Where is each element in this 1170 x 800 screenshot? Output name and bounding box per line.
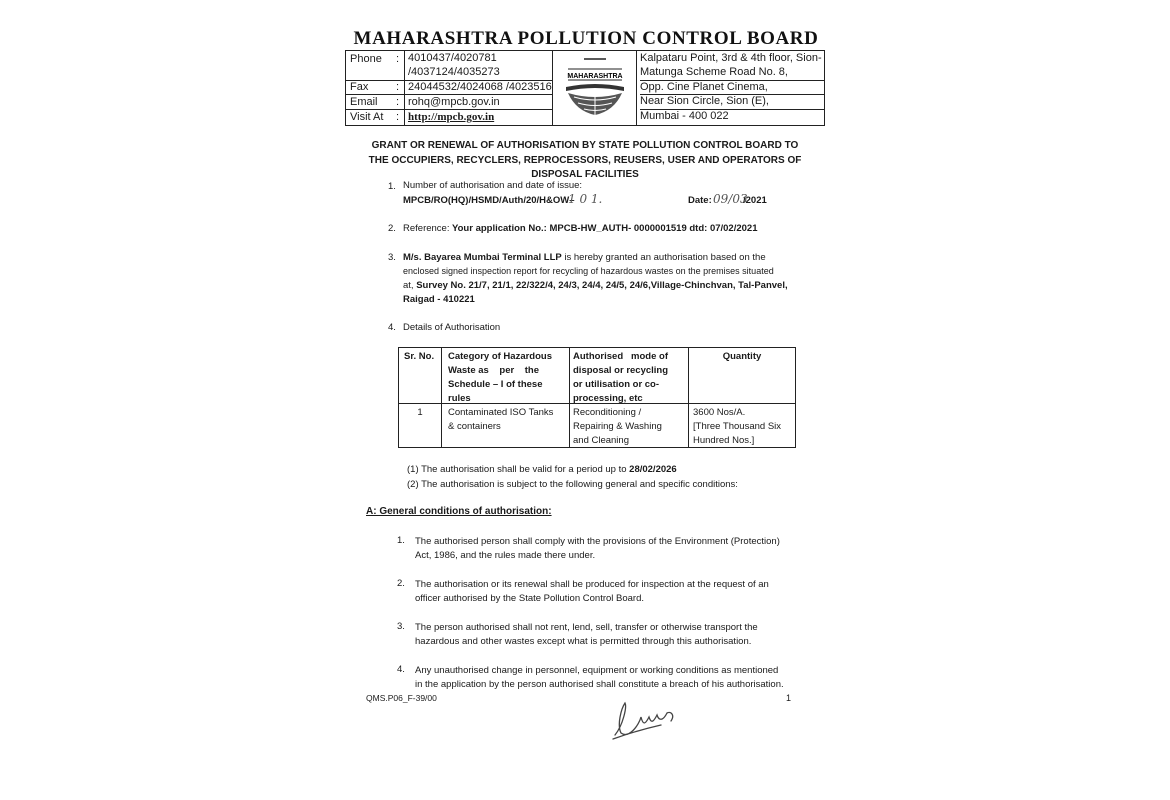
address-line-5: Mumbai - 400 022 — [640, 109, 824, 122]
condition-line: The authorisation or its renewal shall be produced for inspection at the request of an — [415, 579, 769, 590]
condition-line: officer authorised by the State Pollution Control Board. — [415, 593, 645, 604]
contact-block — [346, 51, 553, 125]
date-label: Date: — [688, 195, 712, 206]
item-2-number: 2. — [388, 223, 396, 234]
authorisation-number: MPCB/RO(HQ)/HSMD/Auth/20/H&OW– — [403, 195, 575, 206]
address-line-2: Matunga Scheme Road No. 8, — [640, 66, 788, 78]
address-line-1: Kalpataru Point, 3rd & 4th floor, Sion- — [640, 52, 822, 64]
heading-line-2: THE OCCUPIERS, RECYCLERS, REPROCESSORS, REUSERS, USER AND OPERATORS OF — [368, 154, 802, 166]
condition-line: Act, 1986, and the rules made there under. — [415, 550, 596, 561]
item-3-line-3-prefix: at, — [403, 280, 417, 291]
signature-icon — [605, 695, 690, 745]
condition-line: in the application by the person authorised shall constitute a breach of his authorisation. — [415, 679, 784, 690]
visit-label: Visit At — [350, 111, 384, 123]
item-1-number: 1. — [388, 181, 396, 192]
item-4-number: 4. — [388, 322, 396, 333]
item-1-label: Number of authorisation and date of issue: — [403, 180, 583, 191]
header-category — [448, 350, 552, 406]
header-category-line: Category of Hazardous — [448, 351, 552, 362]
reference-value: Your application No.: MPCB-HW_AUTH- 0000001519 dtd: 07/02/2021 — [452, 223, 758, 234]
premises-pincode: Raigad - 410221 — [403, 294, 475, 305]
validity-date: 28/02/2026 — [629, 464, 677, 475]
row-category-line: & containers — [448, 421, 501, 432]
logo-text: MAHARASHTRA — [567, 73, 623, 80]
condition-2-number: 2. — [397, 578, 405, 589]
phone-value-2: /4037124/4035273 — [408, 66, 500, 78]
fax-label: Fax — [350, 81, 369, 93]
premises-address: Survey No. 21/7, 21/1, 22/322/4, 24/3, 24/4, 24/5, 24/6,Village-Chinchvan, Tal-Panvel, — [416, 280, 788, 291]
header-quantity: Quantity — [722, 351, 762, 362]
condition-1 — [415, 535, 793, 563]
document-heading — [360, 139, 810, 183]
item-3-number: 3. — [388, 252, 396, 263]
website-link[interactable]: http://mpcb.gov.in — [408, 111, 495, 123]
page-number: 1 — [786, 693, 792, 703]
row-quantity — [693, 406, 781, 448]
validity-text: (1) The authorisation shall be valid for a period up to — [407, 464, 630, 475]
condition-line: Any unauthorised change in personnel, equipment or working conditions as mentioned — [415, 665, 779, 676]
row-quantity-line: 3600 Nos/A. — [693, 407, 746, 418]
header-mode-line: processing, etc — [573, 393, 643, 404]
address-block — [638, 51, 824, 125]
validity-line-2: (2) The authorisation is subject to the following general and specific conditions: — [407, 479, 738, 490]
condition-line: The person authorised shall not rent, lend, sell, transfer or otherwise transport the — [415, 622, 758, 633]
condition-3 — [415, 621, 793, 649]
condition-line: The authorised person shall comply with the provisions of the Environment (Protection) — [415, 536, 780, 547]
section-a-title: A: General conditions of authorisation: — [366, 506, 552, 517]
item-3-line-2: enclosed signed inspection report for recycling of hazardous wastes on the premises situated — [403, 266, 774, 276]
condition-2 — [415, 578, 793, 606]
email-label: Email — [350, 96, 378, 108]
fax-value: 24044532/4024068 /4023516 — [408, 81, 552, 93]
fax-colon: : — [396, 81, 400, 93]
heading-line-3: DISPOSAL FACILITIES — [531, 169, 639, 180]
date-year: /2021 — [743, 195, 767, 206]
address-line-4: Near Sion Circle, Sion (E), — [640, 94, 824, 107]
form-code: QMS.P06_F-39/00 — [366, 693, 437, 703]
row-mode-line: and Cleaning — [573, 435, 629, 446]
reference-label: Reference: — [403, 223, 450, 234]
fax-row — [346, 80, 552, 95]
phone-row — [346, 51, 552, 80]
row-quantity-line: [Three Thousand Six — [693, 421, 782, 432]
email-value: rohq@mpcb.gov.in — [408, 96, 500, 108]
condition-4 — [415, 664, 793, 692]
phone-value-1: 4010437/4020781 — [408, 52, 497, 64]
item-3-line-3 — [403, 280, 788, 291]
date-handwritten: 09/03 — [713, 192, 748, 206]
condition-3-number: 3. — [397, 621, 405, 632]
row-sr-no: 1 — [417, 407, 423, 418]
email-row — [346, 94, 552, 110]
header-mode-line: Authorised mode of — [573, 351, 668, 362]
header-mode — [573, 350, 668, 406]
row-quantity-line: Hundred Nos.] — [693, 435, 755, 446]
visit-row — [346, 109, 552, 126]
header-mode-line: disposal or recycling — [573, 365, 669, 376]
row-mode — [573, 406, 662, 448]
mpcb-logo — [554, 51, 637, 125]
company-name: M/s. Bayarea Mumbai Terminal LLP — [403, 252, 562, 263]
condition-line: hazardous and other wastes except what is permitted through this authorisation. — [415, 636, 752, 647]
row-category-line: Contaminated ISO Tanks — [448, 407, 554, 418]
authorisation-table — [398, 347, 796, 448]
phone-colon: : — [396, 53, 400, 65]
header-category-line: Waste as per the — [448, 365, 539, 376]
phone-label: Phone — [350, 53, 382, 65]
validity-line-1 — [407, 464, 677, 475]
header-category-line: Schedule – I of these — [448, 379, 543, 390]
header-category-line: rules — [448, 393, 471, 404]
item-3-line-1-rest: is hereby granted an authorisation based on the — [561, 252, 766, 263]
condition-4-number: 4. — [397, 664, 405, 675]
item-4-label: Details of Authorisation — [403, 322, 501, 333]
condition-1-number: 1. — [397, 535, 405, 546]
heading-line-1: GRANT OR RENEWAL OF AUTHORISATION BY STATE POLLUTION CONTROL BOARD TO — [371, 140, 799, 151]
visit-colon: : — [396, 111, 400, 123]
email-colon: : — [396, 96, 400, 108]
header-sr-no: Sr. No. — [404, 351, 435, 362]
row-mode-line: Repairing & Washing — [573, 421, 662, 432]
row-mode-line: Reconditioning / — [573, 407, 642, 418]
letterhead-box — [345, 50, 825, 126]
auth-number-handwritten: 1 0 1. — [568, 192, 603, 206]
header-mode-line: or utilisation or co- — [573, 379, 660, 390]
org-name: MAHARASHTRA POLLUTION CONTROL BOARD — [353, 28, 819, 49]
address-line-3: Opp. Cine Planet Cinema, — [640, 80, 824, 93]
item-3-line-1 — [403, 252, 766, 263]
row-category — [448, 406, 553, 434]
globe-logo-icon — [554, 51, 636, 125]
